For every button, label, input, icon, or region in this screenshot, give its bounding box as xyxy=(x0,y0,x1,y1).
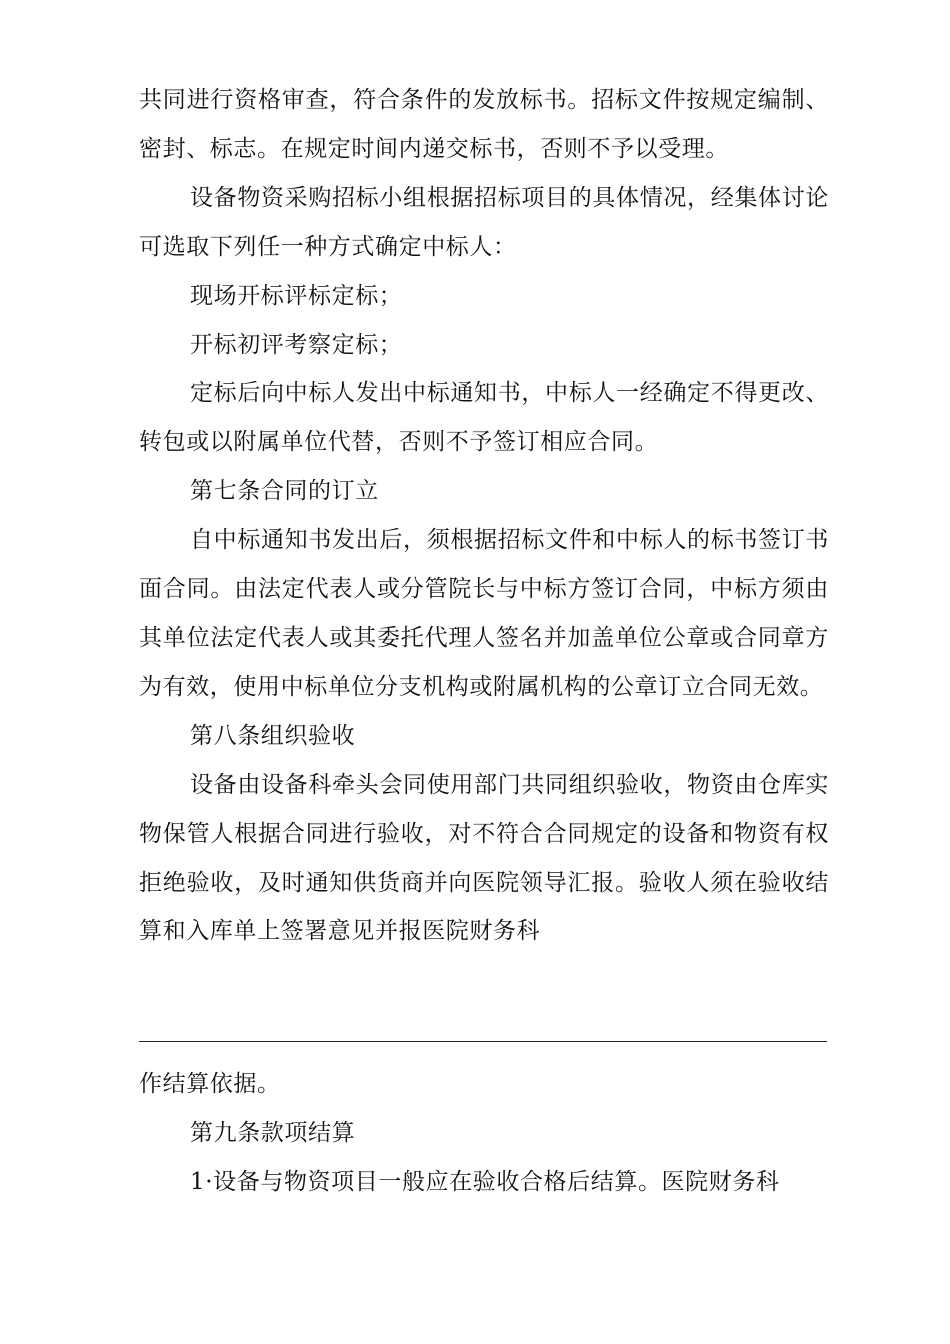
paragraph-qualification: 共同进行资格审查，符合条件的发放标书。招标文件按规定编制、密封、标志。在规定时间内递交标书，否则不予以受理。 xyxy=(139,87,829,162)
page-body-top xyxy=(139,76,829,956)
page-break-rule xyxy=(139,1041,827,1042)
paragraph-award-notice: 定标后向中标人发出中标通知书，中标人一经确定不得更改、转包或以附属单位代替，否则不予签订相应合同。 xyxy=(139,380,829,456)
heading-article-7: 第七条合同的订立 xyxy=(190,478,379,505)
list-item-preliminary-review: 开标初评考察定标； xyxy=(190,331,403,358)
heading-article-9: 第九条款项结算 xyxy=(190,1119,356,1146)
page-body-bottom xyxy=(139,1060,829,1207)
heading-article-8: 第八条组织验收 xyxy=(190,722,356,749)
paragraph-selection-method: 设备物资采购招标小组根据招标项目的具体情况，经集体讨论可选取下列任一种方式确定中标人： xyxy=(139,184,829,260)
list-item-onsite-bid: 现场开标评标定标； xyxy=(190,282,403,309)
paragraph-continuation: 作结算依据。 xyxy=(139,1071,281,1097)
paragraph-settlement: 1·设备与物资项目一般应在验收合格后结算。医院财务科 xyxy=(190,1168,780,1195)
paragraph-contract: 自中标通知书发出后，须根据招标文件和中标人的标书签订书面合同。由法定代表人或分管院长与中标方签订合同，中标方须由其单位法定代表人或其委托代理人签名并加盖单位公章或合同章方为有效，使用中标单位分支机构或附属机构的公章订立合同无效。 xyxy=(139,527,829,700)
paragraph-acceptance: 设备由设备科牵头会同使用部门共同组织验收，物资由仓库实物保管人根据合同进行验收，对不符合合同规定的设备和物资有权拒绝验收，及时通知供货商并向医院领导汇报。验收人须在验收结算和入库单上签署意见并报医院财务科 xyxy=(139,771,829,945)
